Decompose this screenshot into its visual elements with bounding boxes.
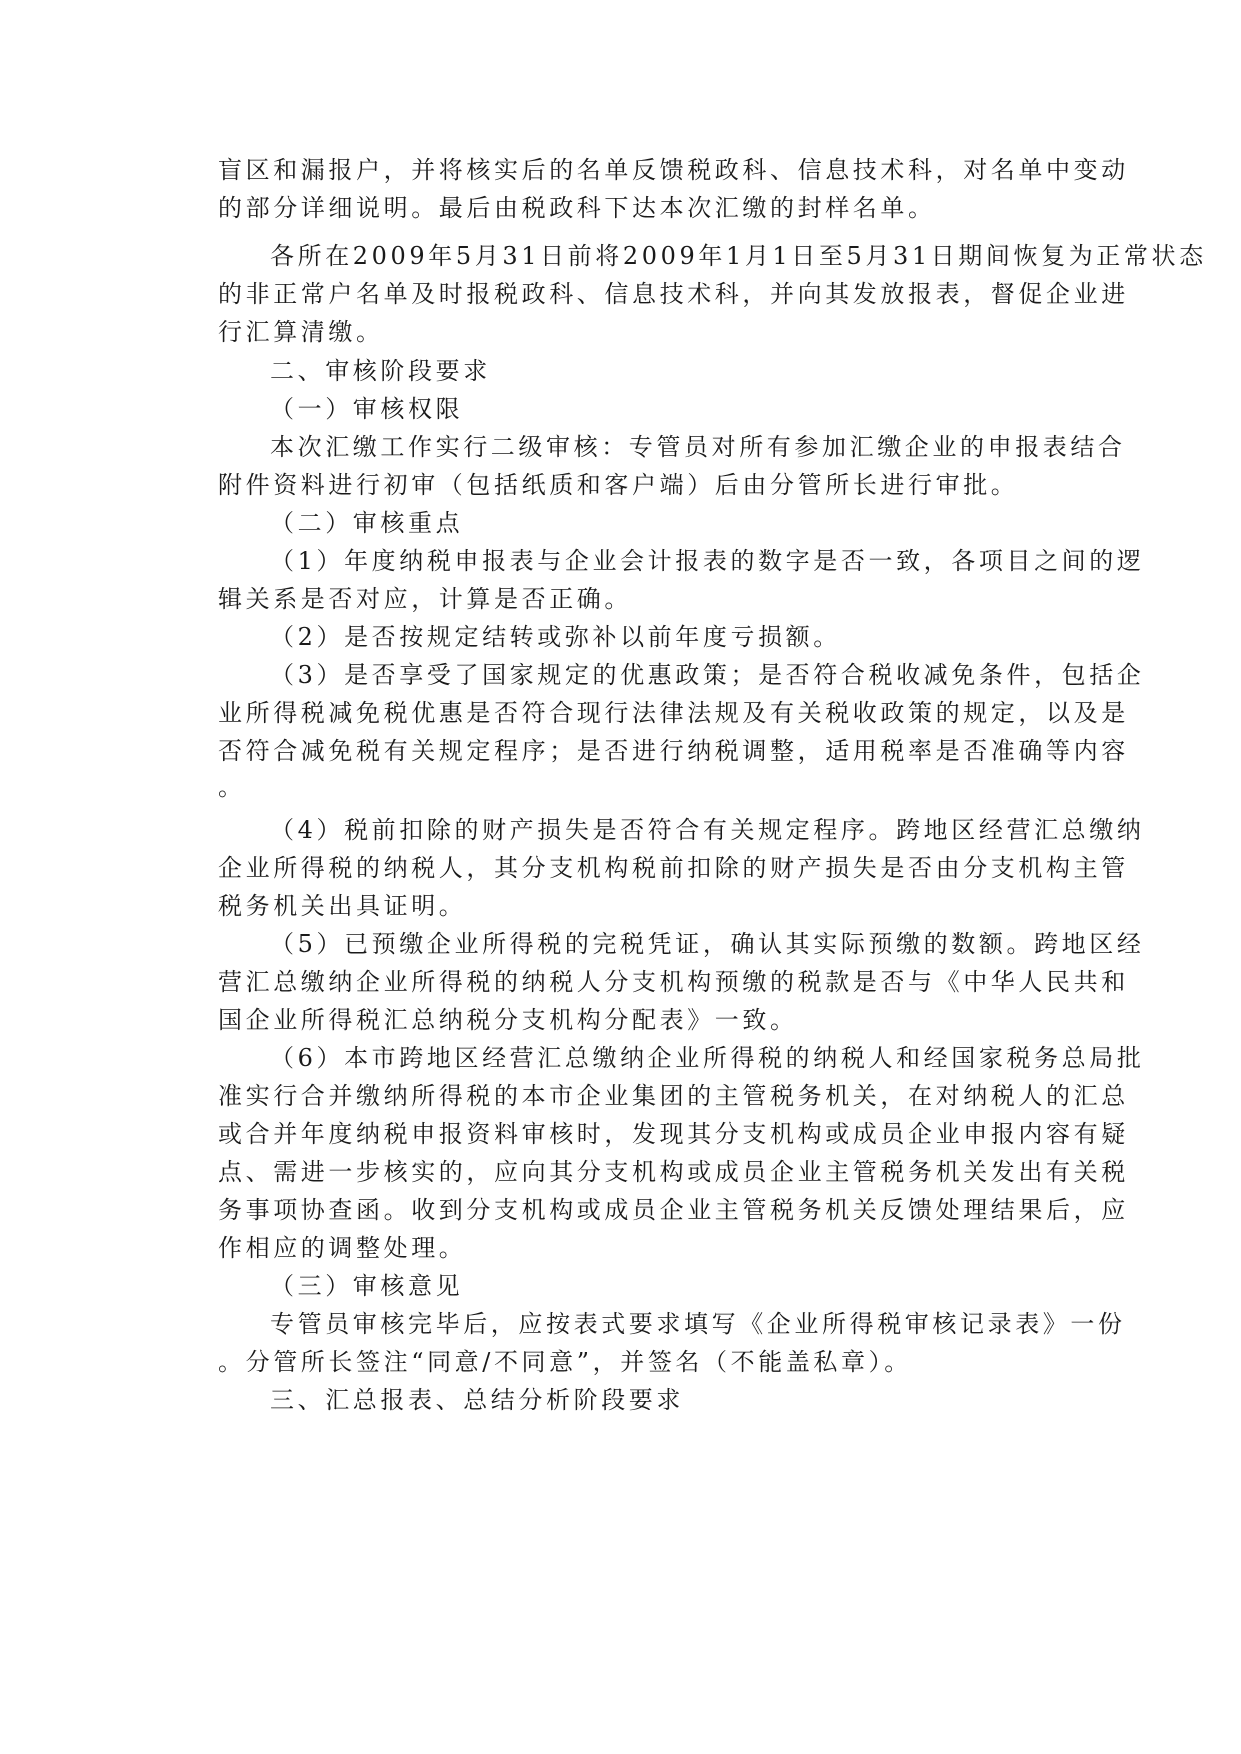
text-line: （2）是否按规定结转或弥补以前年度亏损额。 [270,623,841,651]
text-line: 的部分详细说明。最后由税政科下达本次汇缴的封样名单。 [218,194,936,222]
text-line: （3）是否享受了国家规定的优惠政策；是否符合税收减免条件，包括企 [270,661,1145,689]
text-line: 准实行合并缴纳所得税的本市企业集团的主管税务机关，在对纳税人的汇总 [218,1082,1129,1110]
text-line: 。 [218,773,246,801]
text-line: 的非正常户名单及时报税政科、信息技术科，并向其发放报表，督促企业进 [218,280,1129,308]
subsection-heading: （一）审核权限 [270,395,464,423]
text-line: （5）已预缴企业所得税的完税凭证，确认其实际预缴的数额。跨地区经 [270,930,1145,958]
text-line: 作相应的调整处理。 [218,1234,467,1262]
text-line: （4）税前扣除的财产损失是否符合有关规定程序。跨地区经营汇总缴纳 [270,816,1145,844]
text-line: 各所在2009年5月31日前将2009年1月1日至5月31日期间恢复为正常状态 [270,242,1207,270]
text-line: 点、需进一步核实的，应向其分支机构或成员企业主管税务机关发出有关税 [218,1158,1129,1186]
text-line: 国企业所得税汇总纳税分支机构分配表》一致。 [218,1006,798,1034]
text-line: 营汇总缴纳企业所得税的纳税人分支机构预缴的税款是否与《中华人民共和 [218,968,1129,996]
text-line: 。分管所长签注“同意/不同意”，并签名（不能盖私章）。 [218,1348,912,1376]
text-line: 企业所得税的纳税人，其分支机构税前扣除的财产损失是否由分支机构主管 [218,854,1129,882]
subsection-heading: （三）审核意见 [270,1272,464,1300]
text-line: 务事项协查函。收到分支机构或成员企业主管税务机关反馈处理结果后，应 [218,1196,1129,1224]
text-line: 或合并年度纳税申报资料审核时，发现其分支机构或成员企业申报内容有疑 [218,1120,1129,1148]
text-line: 盲区和漏报户，并将核实后的名单反馈税政科、信息技术科，对名单中变动 [218,156,1129,184]
section-heading: 三、汇总报表、总结分析阶段要求 [270,1386,684,1414]
text-line: 本次汇缴工作实行二级审核：专管员对所有参加汇缴企业的申报表结合 [270,433,1126,461]
text-line: （1）年度纳税申报表与企业会计报表的数字是否一致，各项目之间的逻 [270,547,1145,575]
text-line: 否符合减免税有关规定程序；是否进行纳税调整，适用税率是否准确等内容 [218,737,1129,765]
text-line: 行汇算清缴。 [218,318,384,346]
text-line: 辑关系是否对应，计算是否正确。 [218,585,632,613]
subsection-heading: （二）审核重点 [270,509,464,537]
text-line: 专管员审核完毕后，应按表式要求填写《企业所得税审核记录表》一份 [270,1310,1126,1338]
text-line: （6）本市跨地区经营汇总缴纳企业所得税的纳税人和经国家税务总局批 [270,1044,1145,1072]
text-line: 业所得税减免税优惠是否符合现行法律法规及有关税收政策的规定，以及是 [218,699,1129,727]
text-line: 税务机关出具证明。 [218,892,467,920]
section-heading: 二、审核阶段要求 [270,357,491,385]
text-line: 附件资料进行初审（包括纸质和客户端）后由分管所长进行审批。 [218,471,1019,499]
